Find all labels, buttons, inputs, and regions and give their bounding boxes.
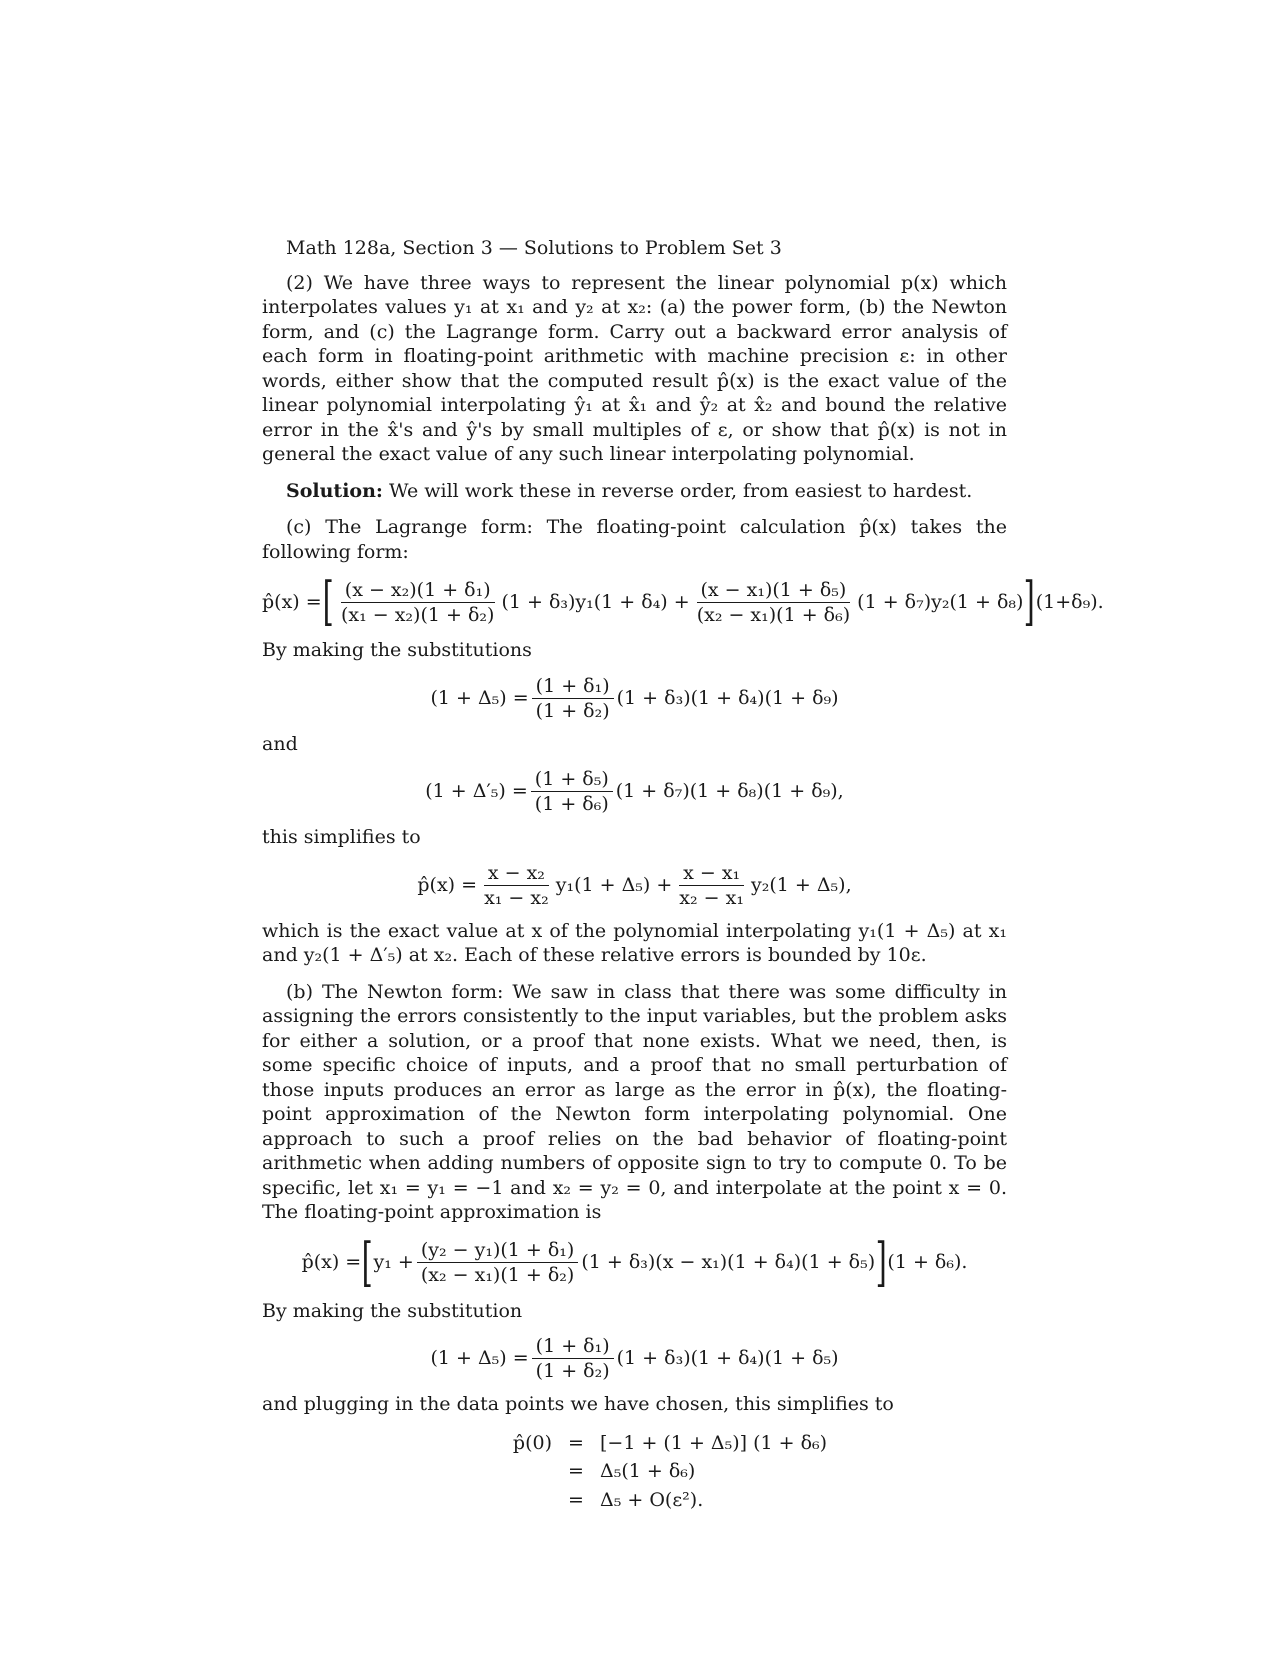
- part-c-conclusion: which is the exact value at x of the polynomial interpolating y₁(1 + Δ₅) at x₁ and y₂(1 + Δ′₅) at x₂. Each of these relative errors is bounded by 10ε.: [262, 919, 1007, 966]
- right-bracket: ]: [1024, 572, 1036, 632]
- fraction-denominator: (x₁ − x₂)(1 + δ₂): [340, 603, 495, 626]
- fraction-numerator: x − x₁: [679, 862, 744, 886]
- fraction-numerator: (x − x₂)(1 + δ₁): [341, 579, 495, 603]
- fraction-denominator: (x₂ − x₁)(1 + δ₂): [420, 1264, 575, 1286]
- equation-lhs: (1 + Δ′₅) =: [425, 780, 528, 803]
- equation-row: [462, 1431, 1207, 1456]
- plugging-text: and plugging in the data points we have chosen, this simplifies to: [262, 1393, 894, 1415]
- left-bracket: [: [361, 1232, 373, 1293]
- equation-row: [462, 1459, 1207, 1484]
- equation-tail: y₂(1 + Δ₅),: [750, 873, 852, 896]
- equation-term: y₁ +: [373, 1251, 414, 1274]
- right-bracket: ]: [875, 1232, 887, 1293]
- fraction: [532, 675, 614, 722]
- and-text: and: [262, 732, 298, 755]
- equation-newton-delta5: [262, 1335, 1007, 1382]
- fraction-denominator: (1 + δ₂): [535, 1360, 610, 1382]
- equation-term: (1 + δ₃)y₁(1 + δ₄) +: [501, 590, 690, 613]
- fraction: [417, 1239, 579, 1286]
- fraction-numerator: x − x₂: [484, 862, 549, 886]
- page-content: [262, 236, 1104, 1514]
- equation-lhs: (1 + Δ₅) =: [430, 1347, 529, 1370]
- fraction-numerator: (1 + δ₁): [532, 1335, 614, 1359]
- part-b-text: (b) The Newton form: We saw in class that there was some difficulty in assigning the errors consistently to the input variables, but the problem asks for either a solution, or a proof that none exists. What we need, then, is some specific choice of inputs, and a proof that no small perturbation of those inputs produces an error as large as the error in p̂(x), the floating-point approximation of the Newton form interpolating polynomial. One approach to such a proof relies on the bad behavior of floating-point arithmetic when adding numbers of opposite sign to try to compute 0. To be specific, let x₁ = y₁ = −1 and x₂ = y₂ = 0, and interpolate at the point x = 0. The floating-point approximation is: [262, 980, 1007, 1223]
- simplifies-text: this simplifies to: [262, 826, 421, 848]
- fraction: [531, 768, 613, 815]
- equation-relation: =: [568, 1431, 584, 1454]
- fraction-denominator: x₂ − x₁: [679, 886, 744, 909]
- equation-delta5-prime: [262, 768, 1007, 815]
- solution-label: Solution:: [286, 479, 383, 502]
- fraction-denominator: x₁ − x₂: [484, 886, 549, 909]
- fraction-denominator: (x₂ − x₁)(1 + δ₆): [696, 603, 851, 626]
- equation-rhs: (1 + δ₃)(1 + δ₄)(1 + δ₅): [616, 1347, 839, 1370]
- fraction-denominator: (1 + δ₂): [535, 699, 610, 722]
- equation-rhs: [−1 + (1 + Δ₅)] (1 + δ₆): [600, 1431, 828, 1454]
- part-c-intro: (c) The Lagrange form: The floating-point calculation p̂(x) takes the following form:: [262, 516, 1007, 563]
- left-bracket: [: [322, 572, 334, 632]
- fraction: [693, 579, 854, 626]
- fraction: [532, 1335, 614, 1382]
- equation-relation: =: [568, 1488, 584, 1511]
- fraction-denominator: (1 + δ₆): [534, 793, 609, 815]
- equation-term: (1 + δ₇)y₂(1 + δ₈): [857, 590, 1024, 613]
- equation-relation: =: [568, 1460, 584, 1482]
- page-header: Math 128a, Section 3 — Solutions to Problem Set 3: [286, 237, 782, 259]
- equation-lagrange-full: [262, 572, 1104, 632]
- problem-statement: (2) We have three ways to represent the linear polynomial p(x) which interpolates values y₁ at x₁ and y₂ at x₂: (a) the power form, (b) the Newton form, and (c) the Lagrange form. Carry out a backward error analysis of each form in floating-point arithmetic with machine precision ε: in other words, either show that the computed result p̂(x) is the exact value of the linear polynomial interpolating ŷ₁ at x̂₁ and ŷ₂ at x̂₂ and bound the relative error in the x̂'s and ŷ's by small multiples of ε, or show that p̂(x) is not in general the exact value of any such linear interpolating polynomial.: [262, 271, 1007, 465]
- equation-rhs: (1 + δ₇)(1 + δ₈)(1 + δ₉),: [615, 780, 844, 803]
- equation-rhs: Δ₅(1 + δ₆): [600, 1460, 696, 1482]
- equation-rhs: (1 + δ₃)(1 + δ₄)(1 + δ₉): [616, 686, 839, 709]
- fraction: [675, 862, 748, 909]
- solution-intro: [262, 479, 1007, 504]
- fraction: [337, 579, 498, 626]
- fraction-numerator: (y₂ − y₁)(1 + δ₁): [417, 1239, 579, 1263]
- equation-term: (1 + δ₃)(x − x₁)(1 + δ₄)(1 + δ₅): [581, 1251, 876, 1274]
- equation-lagrange-simplified: [262, 862, 1007, 909]
- equation-newton-full: [262, 1232, 1007, 1293]
- equation-lhs: p̂(x) =: [262, 590, 322, 613]
- fraction-numerator: (x − x₁)(1 + δ₅): [697, 579, 851, 603]
- equation-lhs: p̂(x) =: [417, 873, 478, 896]
- substitution-text: By making the substitution: [262, 1299, 523, 1322]
- equation-tail: (1 + δ₆).: [887, 1251, 968, 1274]
- equation-tail: (1+δ₉).: [1035, 590, 1104, 613]
- fraction-numerator: (1 + δ₁): [532, 675, 614, 699]
- equation-lhs: p̂(x) =: [301, 1251, 362, 1274]
- equation-aligned-result: [462, 1429, 1207, 1515]
- equation-delta5: [262, 675, 1007, 722]
- equation-rhs: Δ₅ + O(ε²).: [600, 1488, 704, 1511]
- equation-lhs: p̂(0): [512, 1431, 552, 1454]
- fraction-numerator: (1 + δ₅): [531, 768, 613, 792]
- fraction: [480, 862, 553, 909]
- equation-row: [462, 1488, 1207, 1513]
- solution-text: We will work these in reverse order, from easiest to hardest.: [388, 479, 973, 502]
- equation-term: y₁(1 + Δ₅) +: [555, 873, 673, 896]
- substitutions-text: By making the substitutions: [262, 639, 532, 661]
- equation-lhs: (1 + Δ₅) =: [430, 686, 529, 709]
